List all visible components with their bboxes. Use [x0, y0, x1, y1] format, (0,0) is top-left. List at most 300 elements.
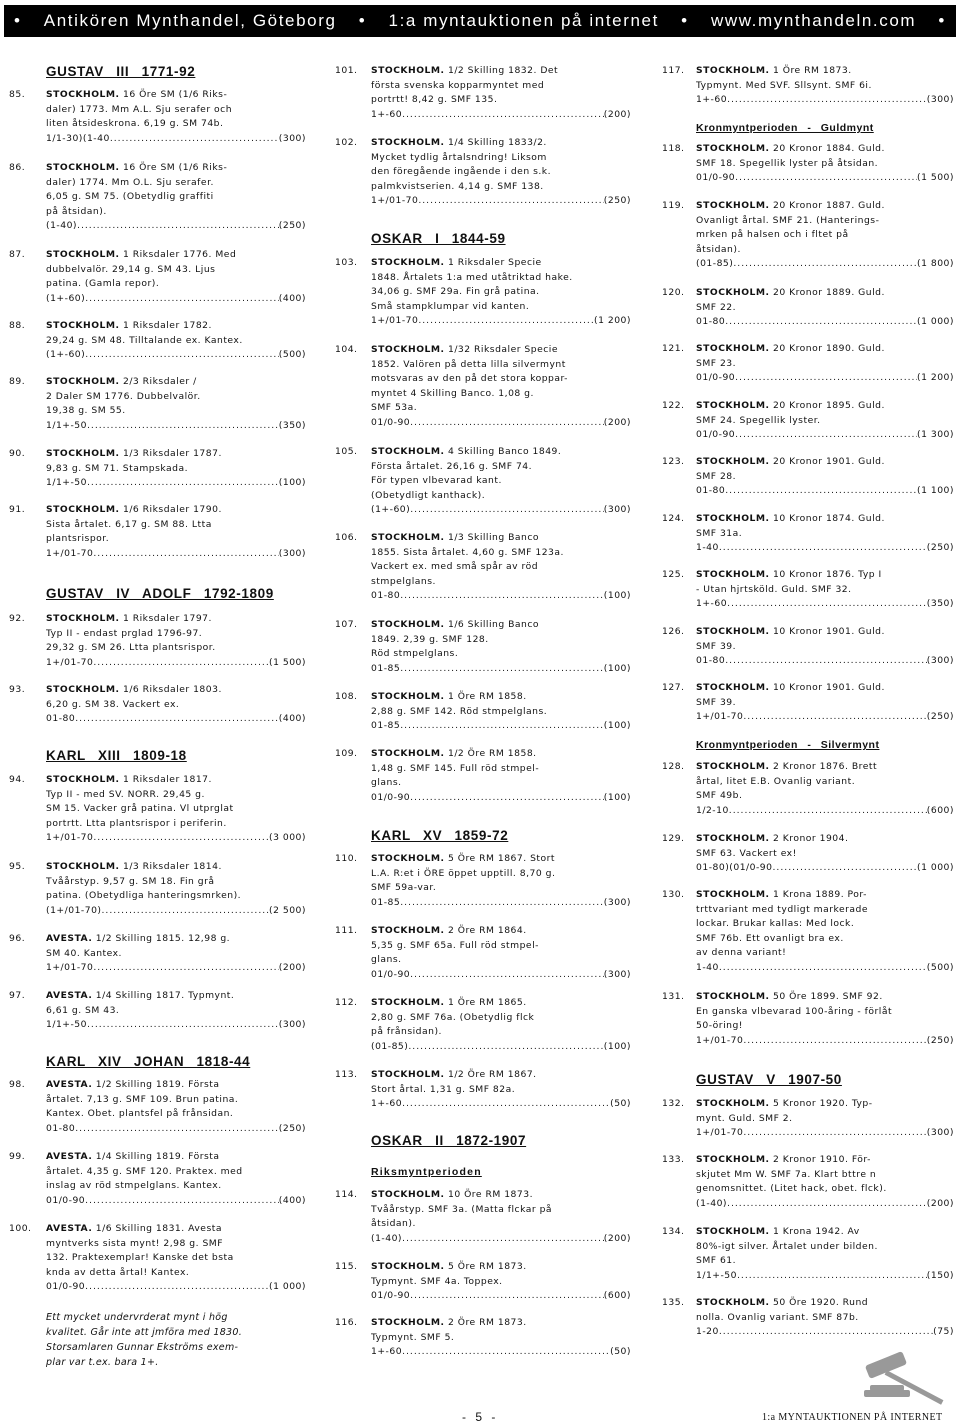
lot-grade: (1+-60)	[46, 292, 86, 304]
lot-description-line: 6,05 g. SM 75. (Obetydlig graffiti	[46, 191, 214, 203]
lot-grade-price-row	[46, 1122, 306, 1137]
lot-description-line: STOCKHOLM. 1/3 Skilling Banco	[371, 532, 540, 543]
lot-number: 94.	[9, 774, 26, 785]
lot-description-line: stmpelglans.	[371, 575, 436, 587]
lot-description-line: AVESTA. 1/6 Skilling 1831. Avesta	[46, 1223, 222, 1234]
lot-description-line: Sista årtalet. 6,17 g. SM 88. Ltta	[46, 518, 212, 530]
lot-estimate-price: (75)	[933, 1326, 954, 1338]
lot-grade-price-row	[696, 257, 954, 272]
lot-grade-price-row	[46, 219, 306, 234]
lot-grade: 1+/01-70	[371, 195, 419, 207]
lot-estimate-price: (1 200)	[594, 315, 631, 327]
lot-estimate-price: (150)	[926, 1269, 954, 1281]
lot-description-line: SMF 61.	[696, 1255, 737, 1267]
lot-description-line: lockar. Brukar kallas: Med lock.	[696, 918, 855, 930]
lot-number: 102.	[335, 137, 358, 148]
subheading-kronmynt-guld: Kronmyntperioden - Guldmynt	[696, 122, 874, 134]
lot-grade-price-row	[696, 315, 954, 330]
dot-leader	[87, 476, 279, 491]
lot-grade-price-row	[371, 662, 631, 677]
lot-estimate-price: (300)	[603, 504, 631, 516]
lot-description-line: plantsrispor.	[46, 533, 110, 545]
lot-description-line: STOCKHOLM. 1 Öre RM 1858.	[371, 691, 527, 702]
lot-number: 89.	[9, 376, 26, 387]
lot-grade: 1+/01-70	[696, 1127, 744, 1139]
lot-number: 130.	[662, 889, 685, 900]
lot-description-line: STOCKHOLM. 2 Öre RM 1864.	[371, 925, 527, 936]
lot-grade: 01/0-90	[696, 172, 736, 184]
lot-grade-price-row	[46, 904, 306, 919]
lot-estimate-price: (50)	[610, 1346, 631, 1358]
lot-description-line: Första årtalet. 26,16 g. SMF 74.	[371, 460, 533, 472]
lot-description-line: 1849. 2,39 g. SMF 128.	[371, 633, 489, 645]
lot-grade: 1+-60	[371, 1098, 403, 1110]
footer-brand: 1:a MYNTAUKTIONEN PÅ INTERNET	[762, 1412, 943, 1423]
lot-estimate-price: (1 000)	[269, 1281, 306, 1293]
dot-leader	[85, 1280, 269, 1295]
lot-grade-price-row	[46, 1280, 306, 1295]
dot-leader	[400, 896, 604, 911]
lot-number: 109.	[335, 748, 358, 759]
lot-description-line: SMF 49b.	[696, 790, 743, 802]
lot-description-line: 50-öring!	[696, 1020, 743, 1032]
lot-description-line: STOCKHOLM. 1 Riksdaler 1817.	[46, 774, 212, 785]
lot-grade-price-row	[371, 968, 631, 983]
lot-grade-price-row	[371, 503, 631, 518]
lot-description-line: STOCKHOLM. 20 Kronor 1901. Guld.	[696, 456, 885, 467]
lot-description-line: AVESTA. 1/4 Skilling 1817. Typmynt.	[46, 990, 235, 1001]
lot-grade: (1-40)	[46, 220, 78, 232]
lot-description-line: STOCKHOLM. 5 Kronor 1920. Typ-	[696, 1098, 873, 1109]
lot-number: 116.	[335, 1317, 358, 1328]
lot-number: 118.	[662, 143, 685, 154]
dot-leader	[773, 861, 918, 876]
lot-estimate-price: (200)	[926, 1197, 954, 1209]
lot-description-line: patina. (Gamla repor).	[46, 278, 160, 290]
lot-description-line: STOCKHOLM. 1 Riksdaler 1776. Med	[46, 249, 237, 260]
dot-leader	[85, 292, 279, 307]
lot-description-line: STOCKHOLM. 1/3 Riksdaler 1814.	[46, 861, 222, 872]
lot-number: 105.	[335, 446, 358, 457]
lot-estimate-price: (400)	[278, 1194, 306, 1206]
lot-description-line: 6,20 g. SM 38. Vackert ex.	[46, 698, 180, 710]
lot-description-line: STOCKHOLM. 1 Öre RM 1865.	[371, 997, 527, 1008]
lot-grade: 01-80	[696, 485, 726, 497]
lot-description-line: årtalet. 7,13 g. SMF 109. Brun patina.	[46, 1093, 239, 1105]
lot-description-line: nolla. Ovanlig variant. SMF 87b.	[696, 1311, 859, 1323]
lot-grade: 1+-60	[696, 598, 728, 610]
lot-description-line: STOCKHOLM. 20 Kronor 1895. Guld.	[696, 400, 885, 411]
section-heading-gustav-iv-adolf: GUSTAV IV ADOLF 1792-1809	[46, 586, 274, 601]
lot-description-line: 29,24 g. SM 48. Tilltalande ex. Kantex.	[46, 334, 243, 346]
lot-description-line: STOCKHOLM. 20 Kronor 1890. Guld.	[696, 343, 885, 354]
lot-description-line: Typmynt. Med SVF. Sllsynt. SMF 6i.	[696, 79, 872, 91]
lot-grade-price-row	[696, 428, 954, 443]
lot-grade: 1+-60	[696, 94, 728, 106]
lot-grade: 1+/01-70	[696, 1034, 744, 1046]
lot-grade-price-row	[371, 589, 631, 604]
lot-number: 106.	[335, 532, 358, 543]
lot-description-line: STOCKHOLM. 10 Kronor 1874. Guld.	[696, 513, 885, 524]
lot-estimate-price: (300)	[926, 1127, 954, 1139]
lot-description-line: STOCKHOLM. 2 Kronor 1904.	[696, 833, 849, 844]
section-heading-oskar-i: OSKAR I 1844-59	[371, 231, 506, 246]
lot-description-line: åtsidan).	[696, 243, 741, 255]
lot-number: 92.	[9, 613, 26, 624]
lot-grade: 01-80	[371, 590, 401, 602]
lot-description-line: STOCKHOLM. 1 Öre RM 1873.	[696, 65, 852, 76]
dot-leader	[733, 257, 917, 272]
lot-estimate-price: (500)	[278, 349, 306, 361]
lot-number: 95.	[9, 861, 26, 872]
dot-leader	[93, 656, 269, 671]
lot-grade-price-row	[696, 1034, 954, 1049]
lot-description-line: första svenska kopparmyntet med	[371, 79, 545, 91]
lot-grade: (1+-60)	[371, 504, 411, 516]
lot-description-line: SMF 28.	[696, 470, 737, 482]
lot-estimate-price: (250)	[926, 711, 954, 723]
lot-number: 100.	[9, 1223, 32, 1234]
lot-grade: (1+/01-70)	[46, 904, 102, 916]
lot-description-line: av denna variant!	[696, 947, 787, 959]
lot-number: 131.	[662, 991, 685, 1002]
lot-number: 122.	[662, 400, 685, 411]
lot-estimate-price: (1 300)	[917, 429, 954, 441]
lot-grade: 01/0-90	[46, 1281, 86, 1293]
lot-description-line: STOCKHOLM. 2 Kronor 1876. Brett	[696, 761, 878, 772]
lot-description-line: mynt. Guld. SMF 2.	[696, 1112, 793, 1124]
lot-grade-price-row	[46, 712, 306, 727]
lot-grade-price-row	[46, 1018, 306, 1033]
lot-grade-price-row	[696, 654, 954, 669]
lot-grade: 01/0-90	[696, 372, 736, 384]
auction-gavel-icon	[860, 1344, 952, 1406]
lot-grade-price-row	[371, 719, 631, 734]
lot-grade-price-row	[696, 171, 954, 186]
lot-grade-price-row	[46, 292, 306, 307]
lot-description-line: STOCKHOLM. 1/32 Riksdaler Specie	[371, 344, 559, 355]
lot-estimate-price: (100)	[603, 1040, 631, 1052]
lot-grade-price-row	[371, 108, 631, 123]
lot-grade: 1/1+-50	[696, 1269, 737, 1281]
dot-leader	[743, 710, 926, 725]
lot-estimate-price: (1 500)	[917, 172, 954, 184]
lot-grade-price-row	[371, 1040, 631, 1055]
lot-description-line: 9,83 g. SM 71. Stampskada.	[46, 462, 189, 474]
lot-number: 134.	[662, 1226, 685, 1237]
lot-number: 107.	[335, 619, 358, 630]
lot-description-line: 6,61 g. SM 43.	[46, 1004, 120, 1016]
lot-grade: (1-40)	[696, 1197, 728, 1209]
lot-description-line: 1,48 g. SMF 145. Full röd stmpel-	[371, 762, 540, 774]
lot-number: 110.	[335, 853, 358, 864]
dot-leader	[402, 1232, 604, 1247]
lot-number: 99.	[9, 1151, 26, 1162]
lot-description-line: STOCKHOLM. 50 Öre 1920. Rund	[696, 1297, 869, 1308]
lot-grade-price-row	[696, 597, 954, 612]
lot-number: 113.	[335, 1069, 358, 1080]
lot-description-line: STOCKHOLM. 1/3 Riksdaler 1787.	[46, 448, 222, 459]
lot-grade: 01/0-90	[371, 968, 411, 980]
lot-description-line: Typmynt. SMF 4a. Toppex.	[371, 1275, 503, 1287]
lot-number: 98.	[9, 1079, 26, 1090]
dot-leader	[93, 831, 269, 846]
lot-grade: 01-80)(01/0-90	[696, 862, 773, 874]
lot-description-line: STOCKHOLM. 1 Riksdaler 1797.	[46, 613, 212, 624]
lot-description-line: En ganska vlbevarad 100-åring - förlåt	[696, 1005, 893, 1017]
lot-estimate-price: (300)	[278, 132, 306, 144]
lot-description-line: STOCKHOLM. 4 Skilling Banco 1849.	[371, 446, 562, 457]
lot-description-line: Typ II - endast prglad 1796-97.	[46, 627, 203, 639]
lot-description-line: 34,06 g. SMF 29a. Fin grå patina.	[371, 286, 540, 298]
lot-grade-price-row	[46, 419, 306, 434]
dot-leader	[719, 1325, 933, 1340]
section-heading-karl-xv: KARL XV 1859-72	[371, 828, 509, 843]
dot-leader	[725, 654, 927, 669]
note-line: Ett mycket undervrderat mynt i hög	[46, 1312, 228, 1323]
header-website[interactable]: www.mynthandeln.com	[710, 11, 917, 30]
lot-description-line: 1848. Årtalets 1:a med utåtriktad hake.	[371, 271, 573, 283]
lot-number: 129.	[662, 833, 685, 844]
dot-leader	[87, 1018, 279, 1033]
dot-leader	[402, 1097, 610, 1112]
lot-grade: 1/1-30)(1-40	[46, 132, 110, 144]
dot-leader	[727, 597, 927, 612]
lot-description-line: årtalet. 4,35 g. SMF 120. Praktex. med	[46, 1165, 243, 1177]
lot-grade: 01-85	[371, 662, 401, 674]
lot-number: 91.	[9, 504, 26, 515]
lot-grade: (1-40)	[371, 1232, 403, 1244]
lot-estimate-price: (1 200)	[917, 372, 954, 384]
lot-description-line: 80%-igt silver. Årtalet under bilden.	[696, 1240, 878, 1252]
lot-description-line: portrtt! 8,42 g. SMF 135.	[371, 94, 498, 106]
lot-estimate-price: (300)	[603, 896, 631, 908]
subheading-kronmynt-silver: Kronmyntperioden - Silvermynt	[696, 739, 880, 751]
lot-description-line: Tvåårstyp. SMF 3a. (Matta flckar på	[371, 1203, 553, 1215]
lot-grade: 1+/01-70	[46, 547, 94, 559]
lot-grade: 1+/01-70	[696, 711, 744, 723]
lot-number: 127.	[662, 682, 685, 693]
lot-description-line: SMF 76b. Ett ovanligt bra ex.	[696, 932, 844, 944]
lot-description-line: AVESTA. 1/4 Skilling 1819. Första	[46, 1151, 220, 1162]
lot-description-line: STOCKHOLM. 1/6 Skilling Banco	[371, 619, 540, 630]
lot-number: 120.	[662, 287, 685, 298]
lot-number: 135.	[662, 1297, 685, 1308]
lot-description-line: STOCKHOLM. 16 Öre SM (1/6 Riks-	[46, 89, 228, 100]
lot-description-line: STOCKHOLM. 1 Riksdaler 1782.	[46, 320, 212, 331]
lot-estimate-price: (100)	[603, 662, 631, 674]
lot-estimate-price: (1 100)	[917, 485, 954, 497]
section-heading-gustav-iii: GUSTAV III 1771-92	[46, 64, 196, 79]
dot-leader	[400, 589, 604, 604]
dot-leader	[402, 1345, 610, 1360]
lot-description-line: Röd stmpelglans.	[371, 648, 459, 660]
lot-number: 114.	[335, 1189, 358, 1200]
lot-description-line: liten åtsideskrona. 6,19 g. SM 74b.	[46, 118, 224, 130]
lot-grade-price-row	[371, 791, 631, 806]
lot-description-line: åtsidan).	[371, 1218, 416, 1230]
lot-grade: 1+/01-70	[46, 832, 94, 844]
lot-description-line: SMF 31a.	[696, 527, 743, 539]
lot-description-line: STOCKHOLM. 2 Kronor 1910. För-	[696, 1154, 871, 1165]
lot-description-line: STOCKHOLM. 16 Öre SM (1/6 Riks-	[46, 162, 228, 173]
lot-description-line: STOCKHOLM. 20 Kronor 1889. Guld.	[696, 287, 885, 298]
lot-description-line: STOCKHOLM. 2 Öre RM 1873.	[371, 1317, 527, 1328]
lot-grade: (01-85)	[696, 258, 734, 270]
lot-description-line: STOCKHOLM. 1 Krona 1942. Av	[696, 1226, 860, 1237]
lot-description-line: portrtt. Ltta plantsrispor i periferin.	[46, 817, 227, 829]
dot-leader	[727, 93, 927, 108]
lot-description-line: Typmynt. SMF 5.	[371, 1331, 455, 1343]
lot-description-line: SMF 23.	[696, 357, 737, 369]
lot-grade-price-row	[696, 804, 954, 819]
lot-grade: 1/2-10	[696, 804, 729, 816]
dot-leader	[719, 541, 927, 556]
lot-description-line: 5,35 g. SMF 65a. Full röd stmpel-	[371, 939, 539, 951]
lot-grade-price-row	[696, 541, 954, 556]
lot-estimate-price: (250)	[926, 1034, 954, 1046]
lot-grade-price-row	[371, 1232, 631, 1247]
lot-description-line: daler) 1773. Mm A.L. Sju serafer och	[46, 103, 233, 115]
lot-number: 132.	[662, 1098, 685, 1109]
dot-leader	[735, 371, 917, 386]
dot-leader	[729, 804, 927, 819]
lot-grade-price-row	[46, 132, 306, 147]
lot-estimate-price: (50)	[610, 1098, 631, 1110]
dot-leader	[725, 484, 917, 499]
lot-number: 128.	[662, 761, 685, 772]
lot-estimate-price: (500)	[926, 961, 954, 973]
lot-description-line: STOCKHOLM. 1/6 Riksdaler 1803.	[46, 684, 222, 695]
lot-grade: 1/1+-50	[46, 1019, 87, 1031]
lot-grade: (01-85)	[371, 1040, 409, 1052]
section-heading-oskar-ii: OSKAR II 1872-1907	[371, 1133, 527, 1148]
lot-description-line: på frånsidan).	[371, 1026, 442, 1038]
lot-estimate-price: (100)	[603, 720, 631, 732]
lot-description-line: För typen vlbevarad kant.	[371, 475, 502, 487]
lot-description-line: palmkvistserien. 4,14 g. SMF 138.	[371, 180, 544, 192]
header-bullet: •	[681, 11, 689, 30]
lot-grade-price-row	[46, 656, 306, 671]
lot-estimate-price: (300)	[278, 547, 306, 559]
lot-grade-price-row	[696, 1197, 954, 1212]
lot-description-line: Stort årtal. 1,31 g. SMF 82a.	[371, 1083, 516, 1095]
lot-number: 93.	[9, 684, 26, 695]
lot-grade: 1+-60	[371, 1346, 403, 1358]
lot-grade-price-row	[696, 1325, 954, 1340]
page-number: - 5 -	[462, 1410, 499, 1424]
lot-description-line: den föregående ingående i den s.k.	[371, 166, 552, 178]
lot-number: 85.	[9, 89, 26, 100]
lot-number: 125.	[662, 569, 685, 580]
lot-description-line: glans.	[371, 954, 402, 966]
lot-description-line: på åtsidan).	[46, 205, 107, 217]
lot-grade-price-row	[46, 831, 306, 846]
header-banner	[4, 5, 956, 37]
lot-description-line: STOCKHOLM. 1/4 Skilling 1833/2.	[371, 137, 547, 148]
lot-number: 86.	[9, 162, 26, 173]
lot-description-line: Mycket tydlig årtalsndring! Liksom	[371, 151, 547, 163]
lot-estimate-price: (250)	[278, 220, 306, 232]
lot-grade: 01-85	[371, 896, 401, 908]
lot-description-line: STOCKHOLM. 20 Kronor 1887. Guld.	[696, 200, 885, 211]
dot-leader	[75, 1122, 279, 1137]
lot-number: 104.	[335, 344, 358, 355]
lot-description-line: inslag av röd stmpelglans. Kantex.	[46, 1180, 222, 1192]
dot-leader	[410, 503, 604, 518]
dot-leader	[719, 961, 927, 976]
lot-description-line: SMF 39.	[696, 696, 737, 708]
lot-description-line: STOCKHOLM. 10 Öre RM 1873.	[371, 1189, 533, 1200]
lot-grade-price-row	[371, 1345, 631, 1360]
lot-grade-price-row	[696, 371, 954, 386]
lot-estimate-price: (400)	[278, 713, 306, 725]
section-heading-karl-xiv-johan: KARL XIV JOHAN 1818-44	[46, 1054, 251, 1069]
dot-leader	[400, 662, 604, 677]
lot-estimate-price: (1 800)	[917, 258, 954, 270]
lot-description-line: 1855. Sista årtalet. 4,60 g. SMF 123a.	[371, 546, 564, 558]
lot-description-line: trttvariant med tydligt markerade	[696, 903, 869, 915]
lot-grade-price-row	[371, 194, 631, 209]
lot-estimate-price: (100)	[278, 477, 306, 489]
dot-leader	[410, 968, 604, 983]
lot-estimate-price: (200)	[278, 962, 306, 974]
lot-grade-price-row	[696, 961, 954, 976]
lot-description-line: STOCKHOLM. 1/2 Öre RM 1867.	[371, 1069, 537, 1080]
lot-grade-price-row	[371, 1097, 631, 1112]
header-company: Antikören Mynthandel, Göteborg	[43, 11, 337, 30]
header-bullet: •	[358, 11, 367, 30]
lot-number: 121.	[662, 343, 685, 354]
dot-leader	[410, 1289, 604, 1304]
lot-estimate-price: (300)	[603, 968, 631, 980]
lot-grade: 01-85	[371, 720, 401, 732]
dot-leader	[735, 428, 917, 443]
subheading-riksmyntperioden: Riksmyntperioden	[371, 1166, 482, 1178]
lot-description-line: mrken på halsen och i fltet på	[696, 229, 849, 241]
lot-description-line: STOCKHOLM. 2/3 Riksdaler /	[46, 376, 197, 387]
lot-description-line: skjutet Mm W. SMF 7a. Klart bttre n	[696, 1168, 877, 1180]
lot-note	[46, 1310, 286, 1370]
dot-leader	[418, 314, 594, 329]
lot-description-line: SMF 24. Spegellik lyster.	[696, 414, 821, 426]
lot-number: 97.	[9, 990, 26, 1001]
header-bullet: •	[14, 11, 22, 30]
lot-grade: 01/0-90	[46, 1194, 86, 1206]
lot-grade-price-row	[371, 314, 631, 329]
lot-grade: 01-80	[46, 1122, 76, 1134]
lot-grade-price-row	[371, 416, 631, 431]
dot-leader	[735, 171, 917, 186]
lot-estimate-price: (100)	[603, 791, 631, 803]
lot-grade-price-row	[46, 476, 306, 491]
lot-number: 90.	[9, 448, 26, 459]
lot-description-line: (Obetydligt kanthack).	[371, 489, 486, 501]
lot-estimate-price: (1 000)	[917, 862, 954, 874]
lot-number: 96.	[9, 933, 26, 944]
lot-estimate-price: (200)	[603, 1232, 631, 1244]
lot-description-line: STOCKHOLM. 1 Krona 1889. Por-	[696, 889, 867, 900]
dot-leader	[110, 132, 279, 147]
lot-grade: 01-80	[696, 316, 726, 328]
lot-grade-price-row	[696, 484, 954, 499]
lot-estimate-price: (200)	[603, 108, 631, 120]
lot-grade: 1-40	[696, 961, 719, 973]
lot-description-line: Vackert ex. med små spår av röd	[371, 561, 539, 573]
lot-description-line: 1852. Valören på detta lilla silvermynt	[371, 358, 566, 370]
lot-description-line: STOCKHOLM. 1/2 Öre RM 1858.	[371, 748, 537, 759]
dot-leader	[85, 1194, 279, 1209]
